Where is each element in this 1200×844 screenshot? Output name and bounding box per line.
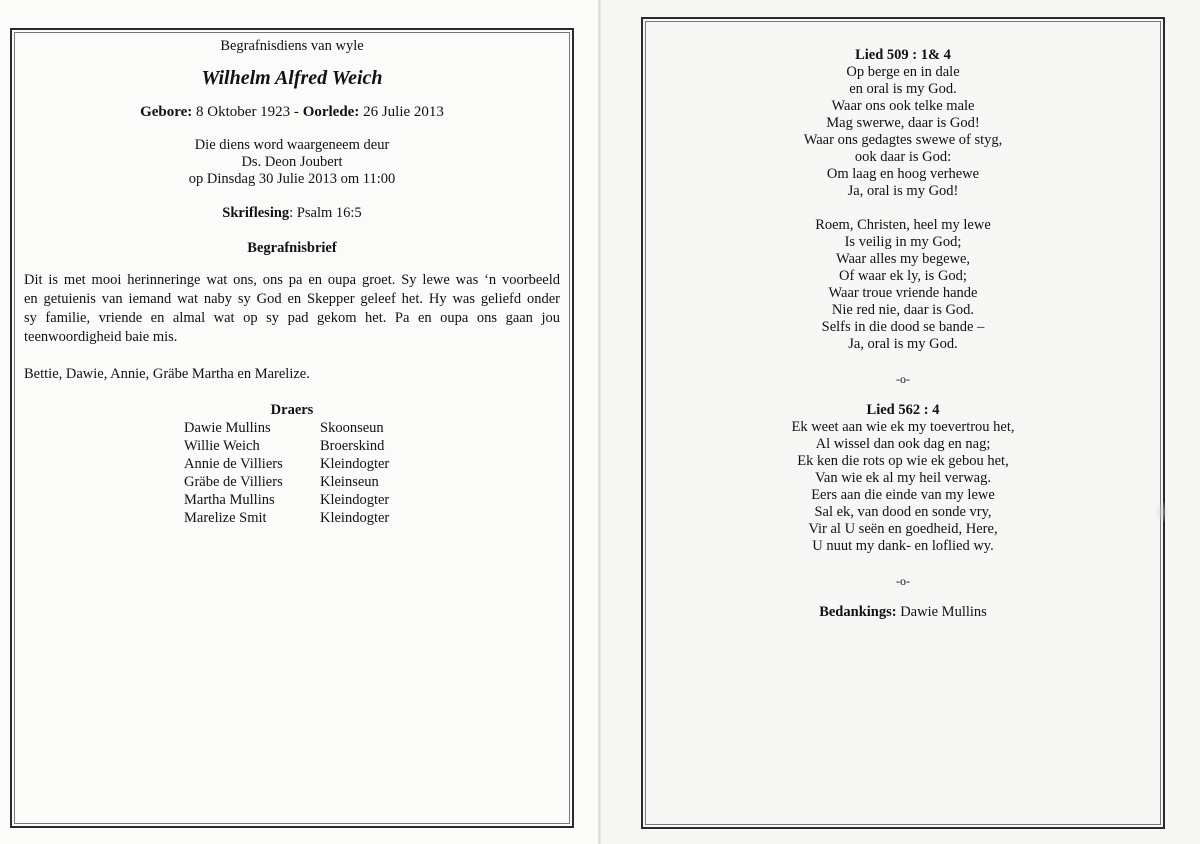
- scan-smudge: [1155, 500, 1169, 524]
- born-label: Gebore:: [140, 104, 193, 120]
- verse-line: Van wie ek al my heil verwag.: [815, 470, 991, 486]
- verse-line: U nuut my dank- en loflied wy.: [812, 538, 994, 554]
- letter-line: teenwoordigheid baie mis.: [24, 329, 178, 345]
- letter-heading: Begrafnisbrief: [247, 240, 337, 256]
- left-content: [12, 30, 572, 527]
- verse-line: Waar ons gedagtes swewe of styg,: [803, 132, 1003, 148]
- pallbearer-relation: Broerskind: [320, 438, 385, 454]
- dates-line: [12, 104, 572, 121]
- pallbearer-name: Martha Mullins: [184, 492, 275, 508]
- service-header: Begrafnisdiens van wyle: [220, 38, 364, 54]
- page-fold: [598, 0, 601, 844]
- verse-line: ook daar is God:: [854, 149, 952, 165]
- letter-line: en getuienis van iemand wat naby sy God en Skepper geleef het. Hy was geliefd onder: [24, 291, 560, 307]
- signed-by: Bettie, Dawie, Annie, Gräbe Martha en Marelize.: [24, 366, 310, 382]
- pallbearers-heading: Draers: [270, 402, 314, 418]
- service-line: op Dinsdag 30 Julie 2013 om 11:00: [188, 171, 396, 187]
- song1-title: Lied 509 : 1& 4: [855, 47, 951, 63]
- verse-line: Roem, Christen, heel my lewe: [815, 217, 991, 233]
- separator: -o-: [896, 574, 910, 588]
- verse-line: Waar alles my begewe,: [835, 251, 971, 267]
- verse-line: Vir al U seën en goedheid, Here,: [808, 521, 998, 537]
- left-border-frame: [10, 28, 574, 828]
- right-border-frame: [641, 17, 1165, 829]
- service-line: Die diens word waargeneem deur: [194, 137, 390, 153]
- service-details: [12, 137, 572, 188]
- scripture-reading: [12, 205, 572, 222]
- verse-line: Of waar ek ly, is God;: [839, 268, 967, 284]
- verse-line: Sal ek, van dood en sonde vry,: [814, 504, 992, 520]
- verse-line: Mag swerwe, daar is God!: [826, 115, 980, 131]
- verse-line: Nie red nie, daar is God.: [831, 302, 975, 318]
- verse-line: Ja, oral is my God!: [847, 183, 959, 199]
- separator: -o-: [896, 372, 910, 386]
- born-value: 8 Oktober 1923 -: [196, 104, 299, 120]
- verse-line: Ja, oral is my God.: [848, 336, 958, 352]
- verse-line: Om laag en hoog verhewe: [826, 166, 980, 182]
- pallbearers-list: [32, 419, 572, 527]
- verse-line: Waar ons ook telke male: [831, 98, 975, 114]
- died-label: Oorlede:: [302, 104, 360, 120]
- funeral-letter: [12, 271, 572, 347]
- song2-verse: [643, 419, 1163, 555]
- pallbearer-relation: Kleindogter: [320, 492, 390, 508]
- verse-line: Ek weet aan wie ek my toevertrou het,: [791, 419, 1015, 435]
- pallbearer-relation: Kleindogter: [320, 456, 390, 472]
- verse-line: Al wissel dan ook dag en nag;: [815, 436, 991, 452]
- right-content: [643, 19, 1163, 621]
- pallbearer-name: Marelize Smit: [184, 510, 267, 526]
- verse-line: Is veilig in my God;: [844, 234, 962, 250]
- verse-line: Waar troue vriende hande: [828, 285, 978, 301]
- died-value: 26 Julie 2013: [363, 104, 444, 120]
- pallbearer-relation: Kleinseun: [320, 474, 379, 490]
- service-line: Ds. Deon Joubert: [241, 154, 343, 170]
- pallbearer-name: Gräbe de Villiers: [184, 474, 283, 490]
- pallbearer-name: Annie de Villiers: [184, 456, 283, 472]
- verse-line: Eers aan die einde van my lewe: [811, 487, 995, 503]
- pallbearer-name: Dawie Mullins: [184, 420, 271, 436]
- thanks-label: Bedankings:: [819, 604, 897, 620]
- verse-line: Selfs in die dood se bande –: [821, 319, 985, 335]
- deceased-name: Wilhelm Alfred Weich: [201, 67, 383, 89]
- thanks-value: Dawie Mullins: [900, 604, 987, 620]
- thanks-line: [643, 604, 1163, 621]
- letter-line: Dit is met mooi herinneringe wat ons, ons pa en oupa groet. Sy lewe was ‘n voorbeeld: [24, 272, 560, 288]
- song2-title: Lied 562 : 4: [866, 402, 940, 418]
- pallbearer-relation: Kleindogter: [320, 510, 390, 526]
- verse-line: Op berge en in dale: [846, 64, 960, 80]
- song1-verse1: [643, 64, 1163, 200]
- pallbearer-relation: Skoonseun: [320, 420, 384, 436]
- verse-line: en oral is my God.: [849, 81, 957, 97]
- verse-line: Ek ken die rots op wie ek gebou het,: [797, 453, 1009, 469]
- song1-verse2: [643, 217, 1163, 353]
- reading-label: Skriflesing: [222, 205, 290, 221]
- reading-value: : Psalm 16:5: [289, 205, 362, 221]
- letter-line: sy familie, vriende en almal wat op sy pad gekom het. Pa en oupa ons gaan jou: [24, 310, 560, 326]
- pallbearer-name: Willie Weich: [184, 438, 260, 454]
